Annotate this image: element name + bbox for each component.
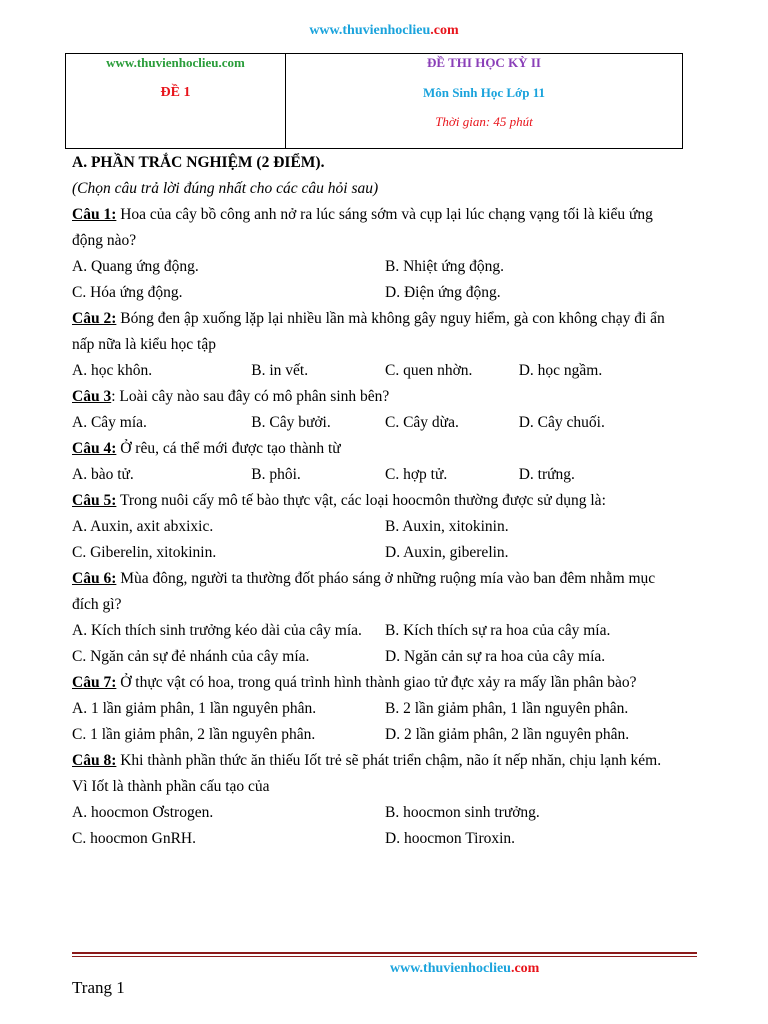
answer-option: C. hợp tử. [385,466,448,483]
site-name: www.thuvienhoclieu [309,23,431,38]
question-2 [72,306,698,384]
exam-title: ĐỀ THI HỌC KỲ II [427,55,541,70]
option-row [72,254,698,280]
question-text: Khi thành phần thức ăn thiếu Iốt trẻ sẽ phát triển chậm, não ít nếp nhăn, chịu lạnh kém. [116,752,662,769]
answer-option: C. 1 lần giảm phân, 2 lần nguyên phân. [72,726,316,743]
question-text: Ở thực vật có hoa, trong quá trình hình thành giao tử đực xảy ra mấy lần phân bào? [116,674,637,691]
question-6 [72,566,698,670]
question-text: : Loài cây nào sau đây có mô phân sinh bên? [111,388,390,405]
answer-option: B. Nhiệt ứng động. [385,258,505,275]
section-title: A. PHẦN TRẮC NGHIỆM (2 ĐIỂM). [72,154,325,171]
question-label: Câu 5: [72,492,117,509]
answer-option: A. Quang ứng động. [72,258,199,275]
answer-option: A. bào tử. [72,466,134,483]
question-1 [72,202,698,306]
question-text: Mùa đông, người ta thường đốt pháo sáng ở những ruộng mía vào ban đêm nhằm mục [116,570,656,587]
header-right-cell [286,54,682,148]
answer-option: B. in vết. [251,362,309,379]
site-tld: .com [430,23,459,38]
option-row [72,462,698,488]
exam-time: Thời gian: 45 phút [435,114,533,129]
exam-content [72,150,698,852]
question-list [72,202,698,852]
answer-option: C. Giberelin, xitokinin. [72,544,217,561]
answer-option: B. Auxin, xitokinin. [385,518,509,535]
question-text-line [72,306,698,332]
question-text-line [72,592,698,618]
question-text-line [72,566,698,592]
answer-option: D. 2 lần giảm phân, 2 lần nguyên phân. [385,726,630,743]
question-text-line [72,228,698,254]
answer-option: B. Cây bưởi. [251,414,331,431]
question-label: Câu 1: [72,206,117,223]
exam-number: ĐỀ 1 [160,85,191,100]
option-row [72,280,698,306]
question-text-line [72,670,698,696]
answer-option: A. Cây mía. [72,414,147,431]
option-row [72,644,698,670]
question-label: Câu 2: [72,310,117,327]
site-name: www.thuvienhoclieu [390,961,511,976]
page-number: Trang 1 [72,978,125,997]
question-text-line [72,774,698,800]
question-label: Câu 8: [72,752,117,769]
question-8 [72,748,698,852]
option-row [72,540,698,566]
question-text: Trong nuôi cấy mô tế bào thực vật, các loại hoocmôn thường được sử dụng là: [116,492,606,509]
answer-option: C. Cây dừa. [385,414,459,431]
footer-divider-thin [72,956,697,957]
option-row [72,618,698,644]
question-label: Câu 4: [72,440,117,457]
answer-option: B. 2 lần giảm phân, 1 lần nguyên phân. [385,700,629,717]
question-text-line [72,202,698,228]
question-label: Câu 7: [72,674,117,691]
question-4 [72,436,698,488]
question-text: động nào? [72,232,137,249]
answer-option: D. học ngầm. [518,362,603,379]
question-text: Vì Iốt là thành phần cấu tạo của [72,778,270,795]
answer-option: A. 1 lần giảm phân, 1 lần nguyên phân. [72,700,317,717]
answer-option: A. học khôn. [72,362,153,379]
answer-option: D. trứng. [518,466,575,483]
header-site: www.thuvienhoclieu.com [106,55,245,70]
option-row [72,696,698,722]
header-left-cell [66,54,286,148]
question-5 [72,488,698,566]
answer-option: C. Ngăn cản sự đẻ nhánh của cây mía. [72,648,310,665]
question-text: Hoa của cây bồ công anh nở ra lúc sáng sớm và cụp lại lúc chạng vạng tối là kiểu ứng [116,206,653,223]
answer-option: D. hoocmon Tiroxin. [385,830,516,847]
site-watermark-bottom [390,961,539,977]
question-text: nấp nữa là kiểu học tập [72,336,216,353]
answer-option: A. Auxin, axit abxixic. [72,518,214,535]
answer-option: C. hoocmon GnRH. [72,830,196,847]
site-watermark-top [0,23,768,39]
site-tld: .com [510,961,540,976]
question-text-line [72,332,698,358]
option-row [72,722,698,748]
answer-option: B. phôi. [251,466,301,483]
exam-subject: Môn Sinh Học Lớp 11 [422,85,546,100]
answer-option: B. Kích thích sự ra hoa của cây mía. [385,622,611,639]
answer-option: A. Kích thích sinh trưởng kéo dài của cây mía. [72,622,362,639]
option-row [72,358,698,384]
exam-header-table [65,53,683,149]
question-7 [72,670,698,748]
answer-option: A. hoocmon Ơstrogen. [72,804,214,821]
option-row [72,410,698,436]
question-text-line [72,436,698,462]
answer-option: D. Điện ứng động. [385,284,501,301]
question-text-line [72,384,698,410]
footer-divider [72,952,697,954]
answer-option: D. Ngăn cản sự ra hoa của cây mía. [385,648,606,665]
question-text-line [72,748,698,774]
answer-option: D. Auxin, giberelin. [385,544,509,561]
question-text-line [72,488,698,514]
question-label: Câu 3 [72,388,112,405]
answer-option: C. quen nhờn. [385,362,473,379]
option-row [72,826,698,852]
question-3 [72,384,698,436]
option-row [72,514,698,540]
answer-option: D. Cây chuối. [518,414,605,431]
question-text: Ở rêu, cá thể mới được tạo thành từ [116,440,341,457]
question-text: đích gì? [72,596,122,613]
question-text: Bóng đen ập xuống lặp lại nhiều lần mà không gây nguy hiểm, gà con không chạy đi ẩn [116,310,665,327]
section-instruction: (Chọn câu trả lời đúng nhất cho các câu hỏi sau) [72,180,379,197]
answer-option: B. hoocmon sinh trưởng. [385,804,540,821]
option-row [72,800,698,826]
question-label: Câu 6: [72,570,117,587]
answer-option: C. Hóa ứng động. [72,284,183,301]
